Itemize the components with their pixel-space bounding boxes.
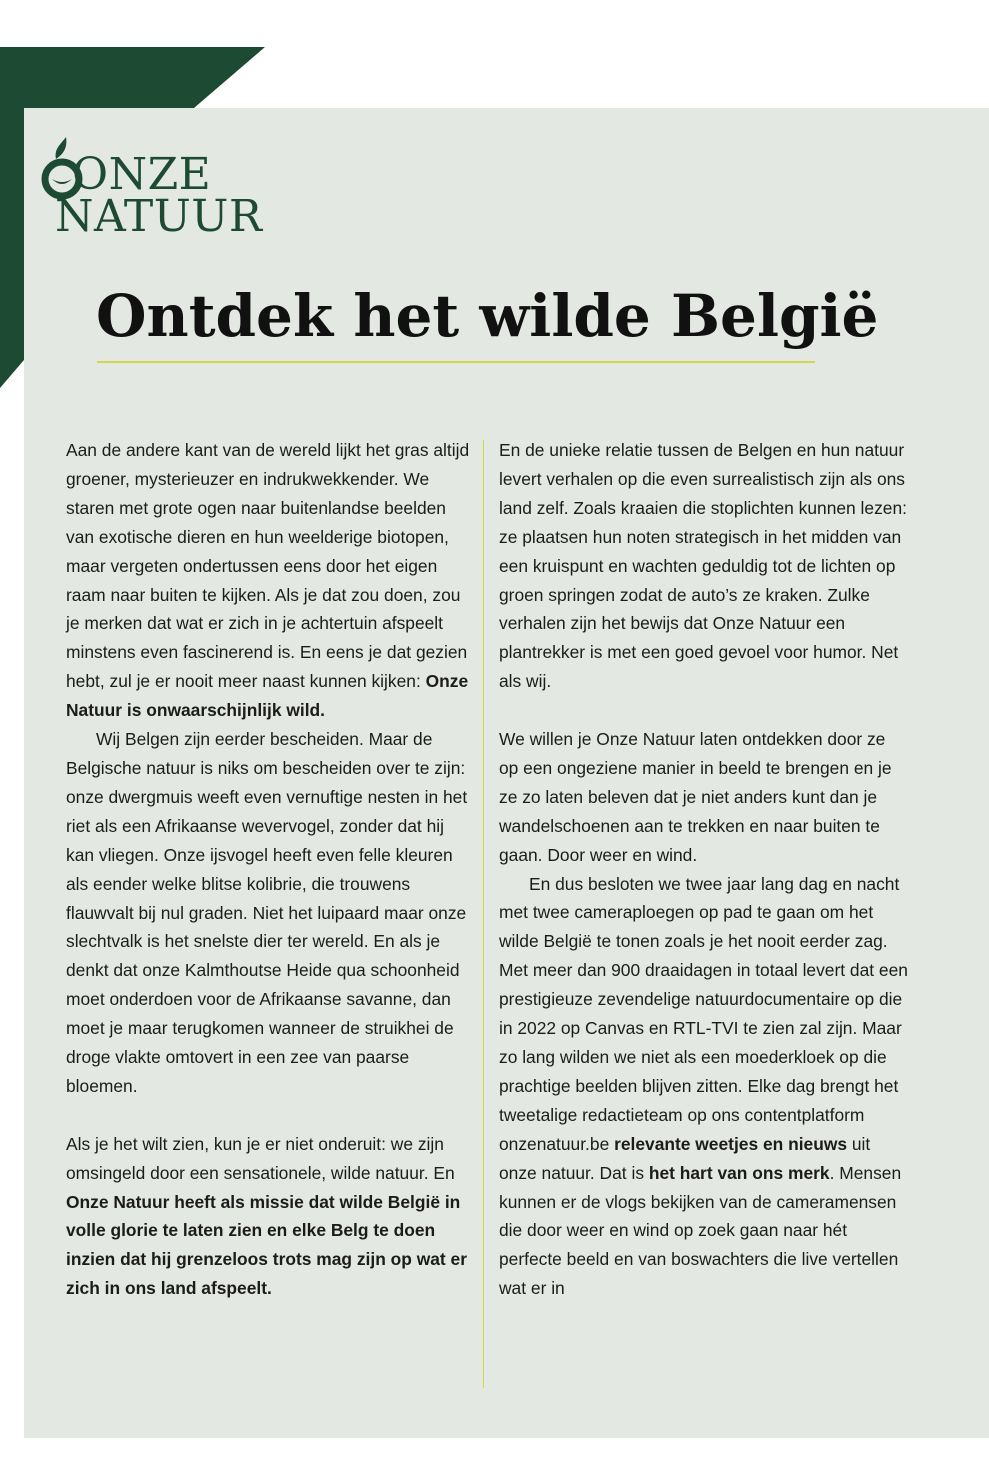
left-paragraph-3-emphasis: Onze Natuur heeft als missie dat wilde België in volle glorie te laten zien en elke Belg te doen inzien dat hij grenzeloos trots mag zijn op wat er zich in ons land afspeelt. [66,1191,467,1299]
right-column [499,436,909,1303]
right-paragraph-3: En dus besloten we twee jaar lang dag en nacht met twee cameraploegen op pad te gaan om het wilde België te tonen zoals je het nooit eerder zag. Met meer dan 900 draaidagen in totaal levert dat een prestigieuze zevendelige natuurdocumentaire op die in 2022 op Canvas en RTL-TVI te zien zal zijn. Maar zo lang wilden we niet als een moederkloek op die prachtige beelden blijven zitten. Elke dag brengt het tweetalige redactieteam op ons contentplatform onzenatuur.be relevante weetjes en nieuws uit onze natuur. Dat is het hart van ons merk. Mensen kunnen er de vlogs bekijken van de cameramensen die door weer en wind op zoek gaan naar hét perfecte beeld en van boswachters die live vertellen wat er in [499,873,908,1299]
headline-underline [97,361,815,363]
column-divider [483,440,484,1388]
onze-natuur-logo [40,135,280,240]
left-paragraph-3: Als je het wilt zien, kun je er niet onderuit: we zijn omsingeld door een sensationele, wilde natuur. En Onze Natuur heeft als missie dat wilde België in volle glorie te laten zien en elke Belg te doen inzien dat hij grenzeloos trots mag zijn op wat er zich in ons land afspeelt. [66,1133,467,1299]
left-column [66,436,476,1303]
right-paragraph-1: En de unieke relatie tussen de Belgen en hun natuur levert verhalen op die even surrealistisch zijn als ons land zelf. Zoals kraaien die stoplichten kunnen lezen: ze plaatsen hun noten strategisch in het midden van een kruispunt en wachten geduldig tot de lichten op groen springen zodat de auto’s ze kraken. Zulke verhalen zijn het bewijs dat Onze Natuur een plantrekker is met een goed gevoel voor humor. Net als wij. [499,440,907,692]
right-paragraph-2: We willen je Onze Natuur laten ontdekken door ze op een ongeziene manier in beeld te brengen en je ze zo laten beleven dat je niet anders kunt dan je wandelschoenen aan te trekken en naar buiten te gaan. Door weer en wind. [499,729,892,865]
logo-word-onze: ONZE [72,149,212,200]
left-paragraph-1-emphasis: Onze Natuur is onwaarschijnlijk wild. [66,671,469,721]
right-paragraph-3-emphasis-1: relevante weetjes en nieuws [614,1133,848,1154]
left-paragraph-1: Aan de andere kant van de wereld lijkt het gras altijd groener, mysterieuzer en indrukwekkender. We staren met grote ogen naar buitenlandse beelden van exotische dieren en hun weelderige biotopen, maar vergeten ondertussen eens door het eigen raam naar buiten te kijken. Als je dat zou doen, zou je merken dat wat er zich in je achtertuin afspeelt minstens even fascinerend is. En eens je dat gezien hebt, zul je er nooit meer naast kunnen kijken: Onze Natuur is onwaarschijnlijk wild. [66,440,470,721]
page-headline: Ontdek het wilde België [96,282,879,350]
left-paragraph-2: Wij Belgen zijn eerder bescheiden. Maar de Belgische natuur is niks om bescheiden over te zijn: onze dwergmuis weeft even vernuftige nesten in het riet als een Afrikaanse wevervogel, zonder dat hij kan vliegen. Onze ijsvogel heeft even felle kleuren als eender welke blitse kolibrie, die trouwens flauwvalt bij nul graden. Niet het luipaard maar onze slechtvalk is het snelste dier ter wereld. En als je denkt dat onze Kalmthoutse Heide qua schoonheid moet onderdoen voor de Afrikaanse savanne, dan moet je maar terugkomen wanneer de struikhei de droge vlakte omtovert in een zee van paarse bloemen. [66,729,468,1096]
right-paragraph-3-emphasis-2: het hart van ons merk [648,1162,830,1183]
logo-word-natuur: NATUUR [55,191,263,242]
